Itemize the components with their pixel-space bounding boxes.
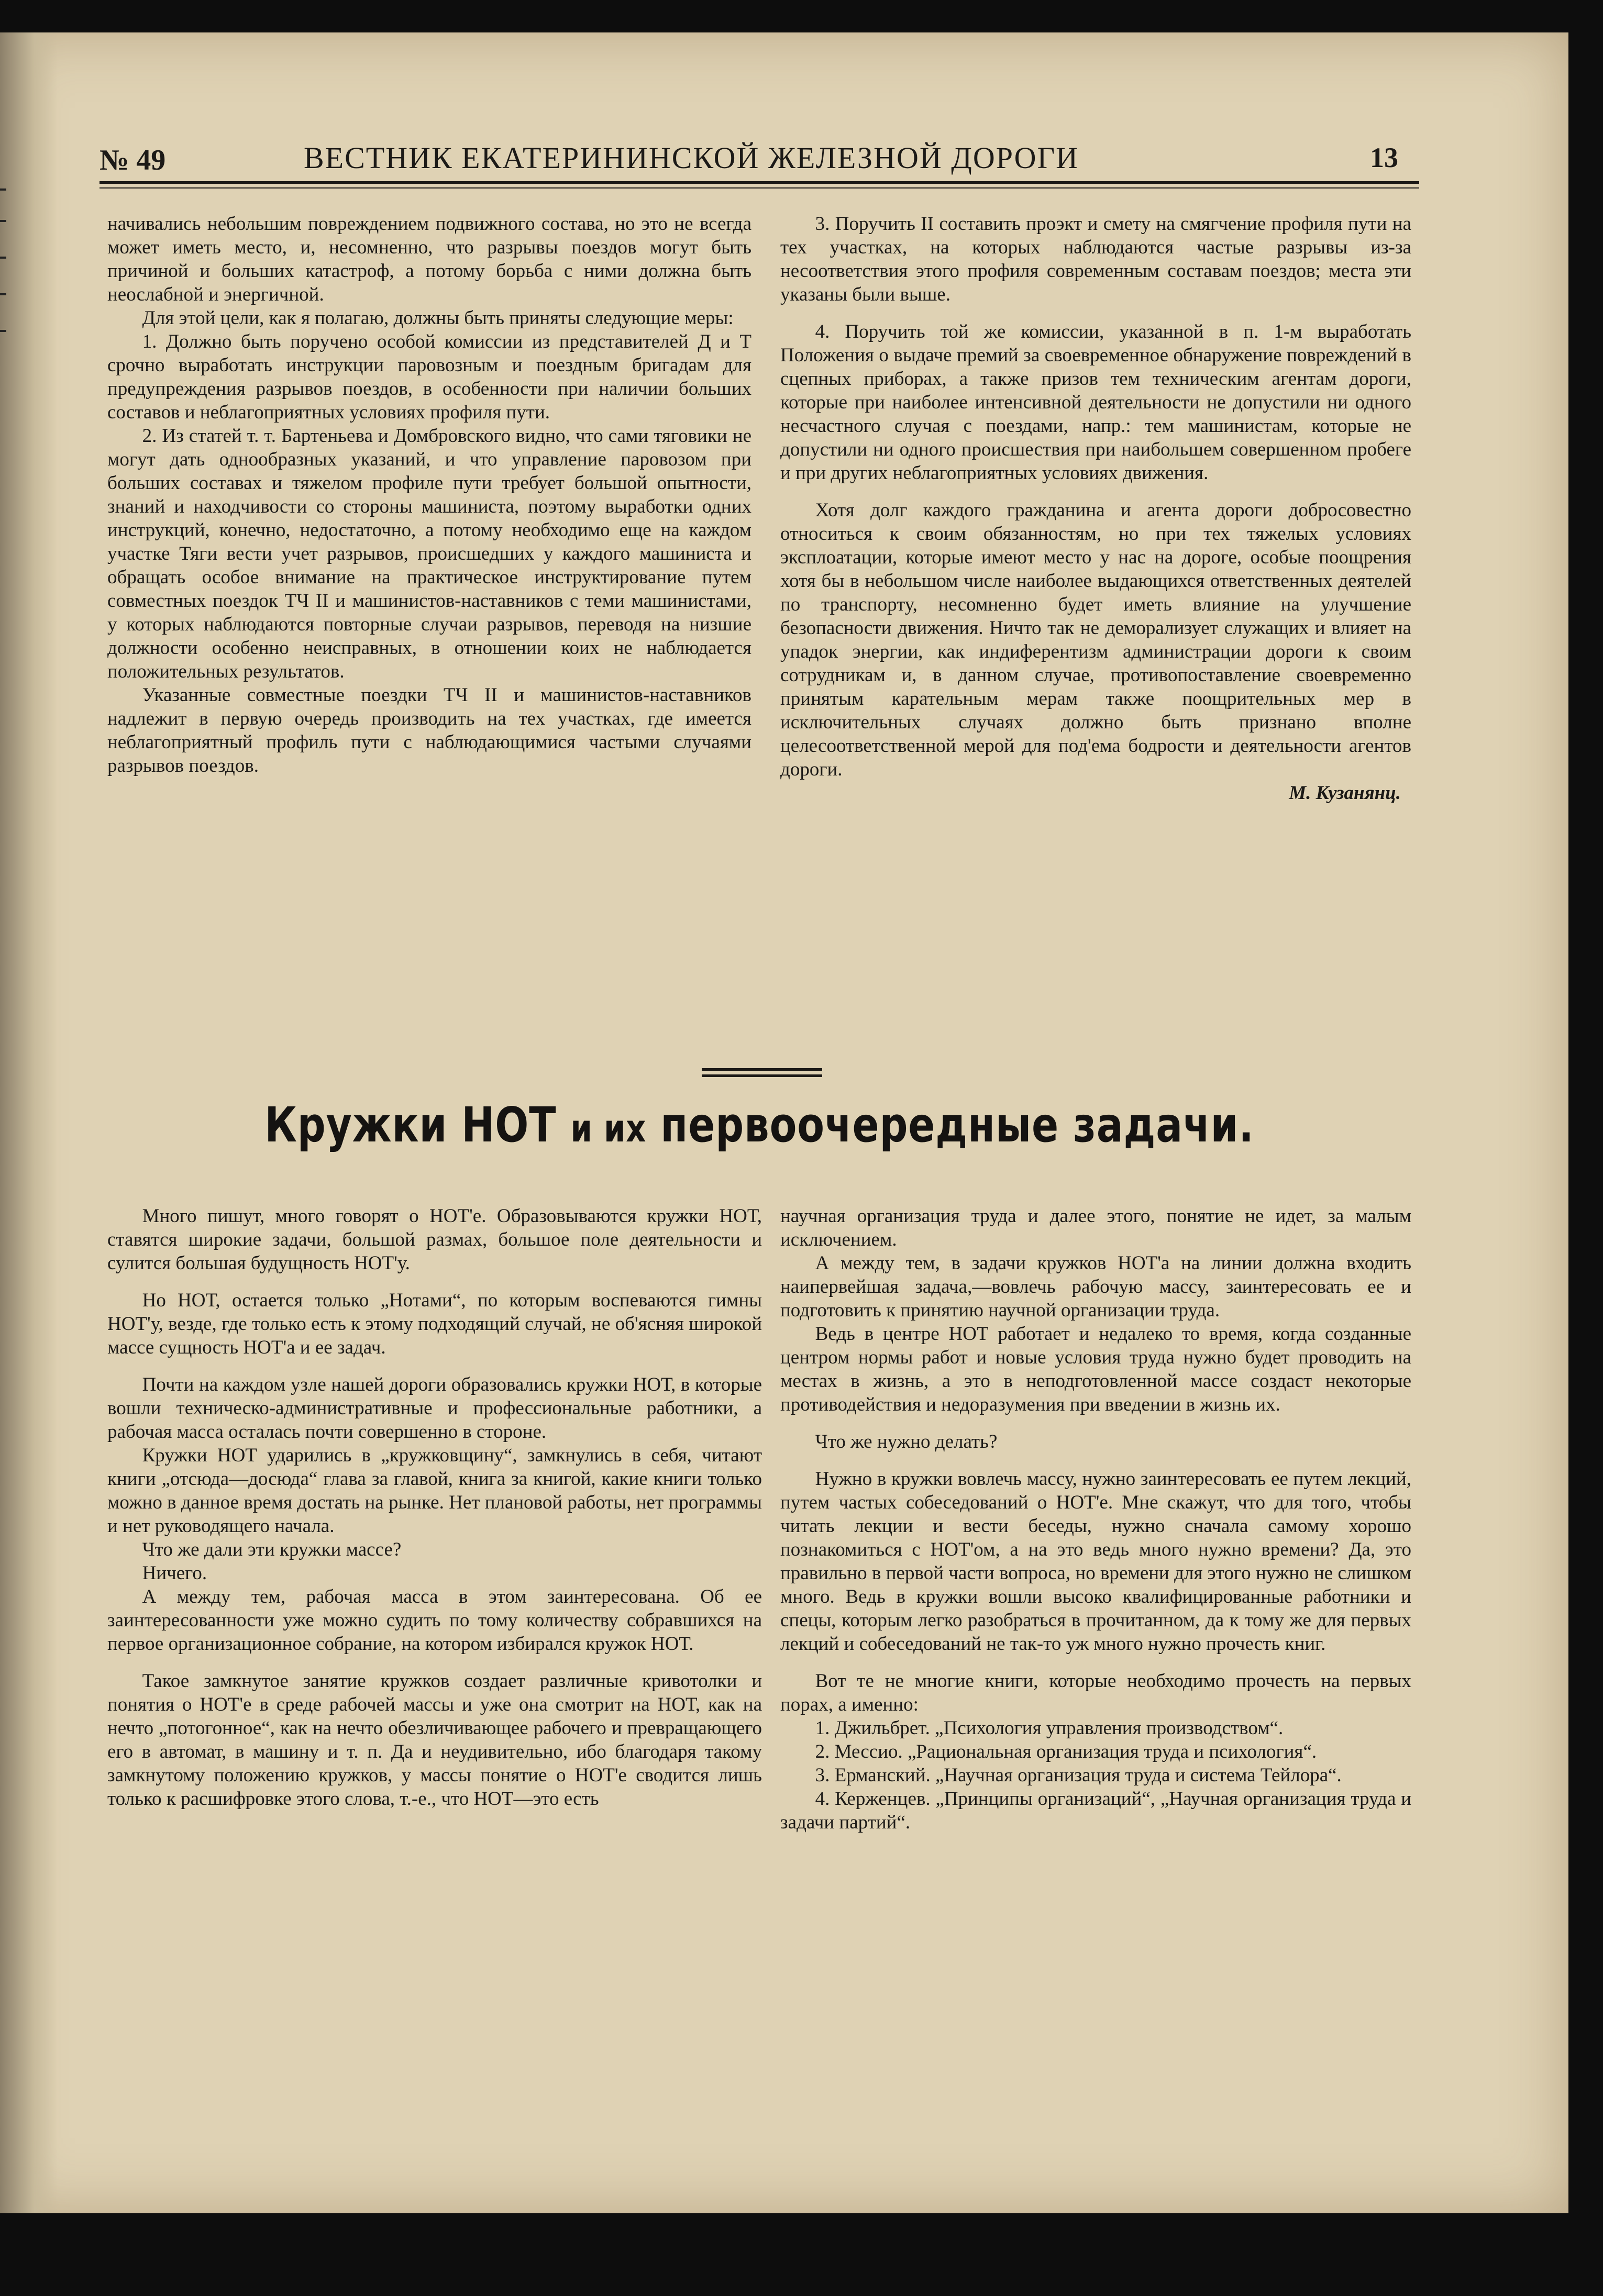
book-list-item: 4. Керженцев. „Принципы организаций“, „Научная организация труда и задачи партий“. <box>780 1788 1411 1833</box>
paragraph: Ничего. <box>142 1562 207 1584</box>
paragraph: А между тем, рабочая масса в этом заинтересована. Об ее заинтересованности уже можно судить по тому количеству собравшихся на первое организационное собрание, на котором избирался кружок НОТ. <box>107 1586 762 1655</box>
paragraph: Такое замкнутое занятие кружков создает различные кривотолки и понятия о НОТ'е в среде рабочей массы и уже она смотрит на НОТ, как на нечто „потогонное“, как на нечто обезличивающее рабочего и превращающего его в автомат, в машину и т. п. Да и неудивительно, ибо благодаря такому замкнутому положению кружков, у массы понятие о НОТ'е сводится лишь только к расшифровке этого слова, т.-е., что НОТ—это есть <box>107 1670 762 1810</box>
paragraph: Нужно в кружки вовлечь массу, нужно заинтересовать ее путем лекций, путем частых собеседований о НОТ'е. Мне скажут, что для того, чтобы читать лекции и вести беседы, нужно сначала самому хорошо познакомиться с НОТ'ом, а на это ведь много нужно времени? Да, это правильно в первой части вопроса, но времени для этого нужно не слишком много. Ведь в кружки вошли высоко квалифицированные работники и спецы, которым легко разобраться в прочитанном, да к тому же для первых лекций и собеседований не так-то уж много нужно прочесть книг. <box>780 1468 1411 1655</box>
article1-column-left <box>107 212 751 778</box>
title-part-2: первоочередные задачи. <box>660 1097 1254 1153</box>
article2-column-left <box>107 1204 762 1811</box>
section-divider-bottom <box>702 1074 822 1077</box>
list-item: 1. Должно быть поручено особой комиссии из представителей Д и Т срочно выработать инструкции паровозным и поездным бригадам для предупреждения разрывов поездов, в особенности при наличии больших составов и неблагоприятных условиях профиля пути. <box>107 331 751 423</box>
title-part-1: Кружки НОТ <box>264 1097 557 1153</box>
book-list-item: 3. Ерманский. „Научная организация труда и система Тейлора“. <box>815 1765 1342 1786</box>
issue-number: № 49 <box>100 144 166 176</box>
list-item: 3. Поручить II составить проэкт и смету на смягчение профиля пути на тех участках, на которых наблюдаются частые разрывы из-за несоответствия этого профиля современным составам поездов; места эти указаны были выше. <box>780 213 1411 305</box>
paragraph: А между тем, в задачи кружков НОТ'а на линии должна входить наипервейшая задача,—вовлечь рабочую массу, заинтересовать ее и подготовить к принятию научной организации труда. <box>780 1252 1411 1321</box>
list-item: 4. Поручить той же комиссии, указанной в п. 1-м выработать Положения о выдаче премий за своевременное обнаружение повреждений в сцепных приборах, а также призов тем техническим агентам дороги, которые при наиболее интенсивной деятельности не допустили ни одного несчастного случая с поездами, напр.: тем машинистам, которые не допустили ни одного происшествия при наибольшем совершенном пробеге и при других неблагоприятных условиях движения. <box>780 321 1411 484</box>
journal-title: ВЕСТНИК ЕКАТЕРИНИНСКОЙ ЖЕЛЕЗНОЙ ДОРОГИ <box>304 141 1079 175</box>
paragraph: Ведь в центре НОТ работает и недалеко то время, когда созданные центром нормы работ и новые условия труда нужно будет проводить на местах в жизнь, а это в неподготовленной массе создаст некоторые противодействия и недоразумения при введении в жизнь их. <box>780 1323 1411 1415</box>
header-rule-thin <box>100 187 1419 188</box>
article2-column-right <box>780 1204 1411 1834</box>
paragraph: Что же дали эти кружки массе? <box>142 1539 402 1560</box>
adjacent-page-bleed <box>0 188 7 346</box>
article1-column-right <box>780 212 1411 805</box>
paragraph: Вот те не многие книги, которые необходимо прочесть на первых порах, а именно: <box>780 1670 1411 1715</box>
title-part-and: и их <box>570 1106 647 1150</box>
section-divider-top <box>702 1068 822 1071</box>
page-number: 13 <box>1370 142 1398 173</box>
article-title <box>218 1097 1300 1153</box>
list-item: 2. Из статей т. т. Бартеньева и Домбровского видно, что сами тяговики не могут дать однообразных указаний, и что управление паровозом при больших составах и тяжелом профиле пути требует большой опытности, знаний и находчивости со стороны машиниста, поэтому выработки одних инструкций, конечно, недостаточно, а потому необходимо еще на каждом участке Тяги вести учет разрывов, происшедших у каждого машиниста и обращать особое внимание на практическое инструктирование путем совместных поездок ТЧ II и машинистов-наставников с теми машинистами, у которых наблюдаются повторные случаи разрывов, переводя на низшие должности особенно неисправных, в отношении коих не наблюдается положительных результатов. <box>107 425 751 682</box>
paragraph: Кружки НОТ ударились в „кружковщину“, замкнулись в себя, читают книги „отсюда—досюда“ глава за главой, книга за книгой, какие книги только можно в данное время достать на рынке. Нет плановой работы, нет программы и нет руководящего начала. <box>107 1445 762 1537</box>
running-header <box>100 140 1419 177</box>
paragraph: начивались небольшим повреждением подвижного состава, но это не всегда может иметь место, и, несомненно, что разрывы поездов могут быть причиной и больших катастроф, а потому борьба с ними должна быть неослабной и энергичной. <box>107 213 751 305</box>
paragraph: Много пишут, много говорят о НОТ'е. Образовываются кружки НОТ, ставятся широкие задачи, большой размах, большое поле деятельности и сулится большая будущность НОТ'у. <box>107 1205 762 1274</box>
paragraph: Но НОТ, остается только „Нотами“, по которым воспеваются гимны НОТ'у, везде, где только есть к этому подходящий случай, не об'ясняя широкой массе сущность НОТ'а и ее задач. <box>107 1290 762 1358</box>
header-rule <box>100 181 1419 184</box>
paragraph: Почти на каждом узле нашей дороги образовались кружки НОТ, в которые вошли техническо-административные и профессиональные работники, а рабочая масса осталась почти совершенно в стороне. <box>107 1374 762 1443</box>
paragraph: Указанные совместные поездки ТЧ II и машинистов-наставников надлежит в первую очередь производить на тех участках, где имеется неблагоприятный профиль пути с наблюдающимися частыми случаями разрывов поездов. <box>107 684 751 777</box>
author-signature: М. Кузанянц. <box>1289 782 1401 804</box>
binding-shadow <box>0 32 58 2213</box>
paragraph: научная организация труда и далее этого, понятие не идет, за малым исключением. <box>780 1205 1411 1250</box>
book-list-item: 1. Джильбрет. „Психология управления производством“. <box>815 1717 1284 1739</box>
paragraph: Что же нужно делать? <box>815 1431 998 1452</box>
paragraph: Хотя долг каждого гражданина и агента дороги добросовестно относиться к своим обязанностям, но при тех тяжелых условиях эксплоатации, которые имеют место у нас на дороге, особые поощрения хотя бы в небольшом числе наиболее выдающихся ответственных деятелей по транспорту, несомненно будет иметь влияние на улучшение безопасности движения. Ничто так не деморализует служащих и влияет на упадок энергии, как индиферентизм администрации дороги к своим сотрудникам и, в данном случае, противопоставление своевременно принятым карательным мерам также поощрительных мер в исключительных случаях должно быть признано вполне целесоответственной мерой для под'ема бодрости и деятельности агентов дороги. <box>780 500 1411 780</box>
book-list-item: 2. Мессио. „Рациональная организация труда и психология“. <box>815 1741 1317 1762</box>
paragraph: Для этой цели, как я полагаю, должны быть приняты следующие меры: <box>142 307 734 329</box>
